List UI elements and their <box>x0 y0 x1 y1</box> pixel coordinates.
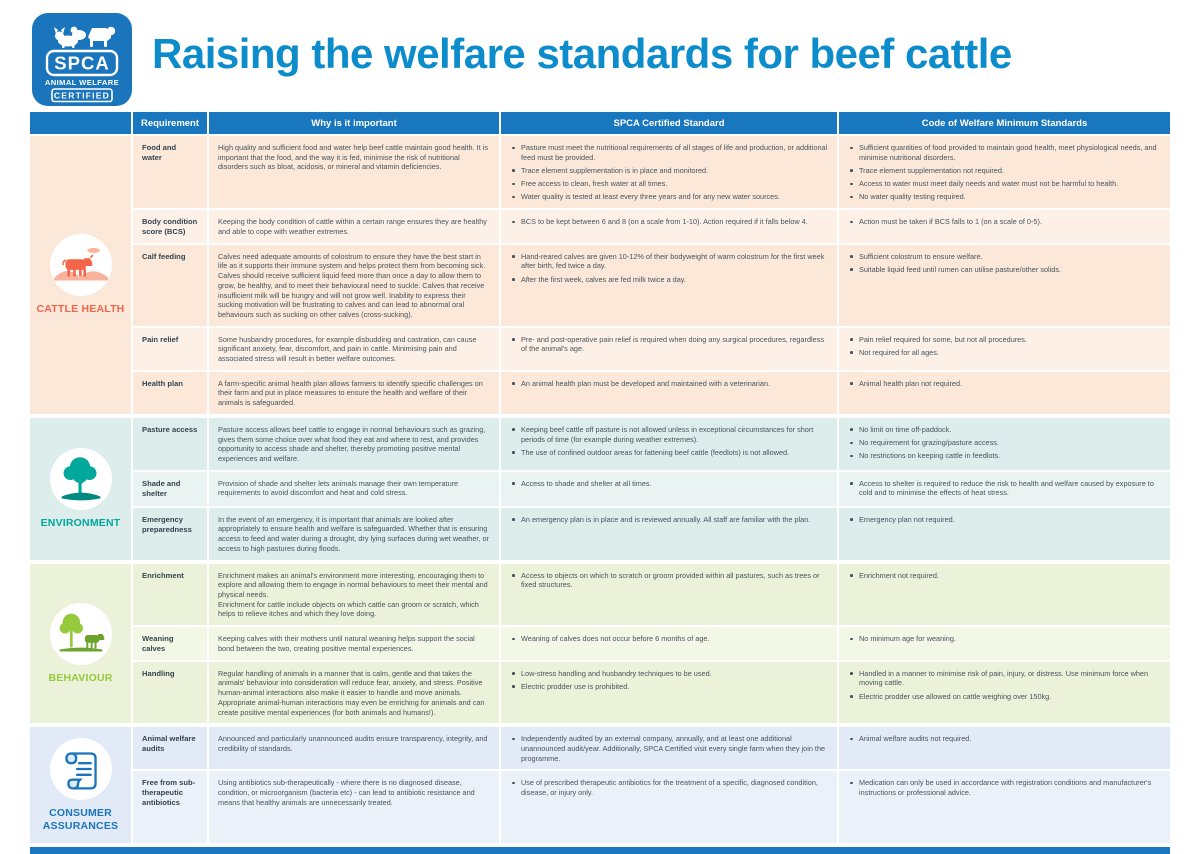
bullet-item: BCS to be kept between 6 and 8 (on a scale from 1-10). Action required if it falls below 4. <box>510 217 828 227</box>
why-important-cell <box>209 210 499 243</box>
requirement-cell: Weaning calves <box>133 627 207 660</box>
footer-bar <box>30 847 1170 854</box>
spca-certified-logo <box>32 13 132 106</box>
why-paragraph: Calves need adequate amounts of colostrum to ensure they have the best start in life as it supports their immune system and helps protect them from becoming sick. Calves should receive sufficient liquid feed more than once a day to allow them to grow, be healthy, and to meet their behavioural need to suckle. Calves that receive insufficient milk will be hungry and will not grow well. Inability to express their sucking motivation will be frustrating to calves and can lead to abnormal oral behaviours such as sucking on other calves (cross-sucking). <box>218 251 486 319</box>
code-of-welfare-cell-list <box>848 479 1161 498</box>
bullet-item: Independently audited by an external company, annually, and at least one additional unannounced audit/year. Additionally, SPCA Certified visit every single farm when they join the programme. <box>510 734 828 763</box>
code-of-welfare-cell-list <box>848 217 1161 227</box>
section-icon-cell <box>30 564 131 724</box>
bullet-item: Weaning of calves does not occur before 6 months of age. <box>510 634 828 644</box>
bullet-item: Sufficient quantities of food provided to maintain good health, meet physiological needs, and minimise nutritional disorders. <box>848 143 1161 162</box>
section-label: CATTLE HEALTH <box>36 303 125 316</box>
spca-standard-cell <box>501 245 837 326</box>
bullet-item: Trace element supplementation not required. <box>848 166 1161 176</box>
code-of-welfare-cell <box>839 472 1170 506</box>
requirement-cell: Calf feeding <box>133 245 207 326</box>
why-important-cell <box>209 627 499 660</box>
code-of-welfare-cell-list <box>848 634 1161 644</box>
spca-standard-cell <box>501 508 837 560</box>
why-paragraph: Announced and particularly unannounced audits ensure transparency, integrity, and credibility of standards. <box>218 734 488 753</box>
spca-standard-cell <box>501 662 837 724</box>
spca-standard-cell <box>501 564 837 626</box>
code-of-welfare-cell-list <box>848 335 1161 358</box>
bullet-item: Electric prodder use is prohibited. <box>510 682 828 692</box>
code-of-welfare-cell-list <box>848 143 1161 202</box>
requirement-cell: Shade and shelter <box>133 472 207 506</box>
spca-standard-cell <box>501 627 837 660</box>
bullet-item: Trace element supplementation is in place and monitored. <box>510 166 828 176</box>
section-consumer-assurances <box>30 727 1170 843</box>
bullet-item: Suitable liquid feed until rumen can utilise pasture/other solids. <box>848 265 1161 275</box>
bullet-item: No limit on time off-paddock. <box>848 425 1161 435</box>
masthead <box>0 0 1200 112</box>
code-of-welfare-cell <box>839 372 1170 414</box>
header-why-important: Why is it important <box>209 112 499 134</box>
why-paragraph: Keeping the body condition of cattle within a certain range ensures they are healthy and able to cope with weather extremes. <box>218 217 487 236</box>
code-of-welfare-cell-list <box>848 379 1161 389</box>
bullet-item: An emergency plan is in place and is reviewed annually. All staff are familiar with the plan. <box>510 515 828 525</box>
header-spacer <box>30 112 131 134</box>
why-paragraph: Provision of shade and shelter lets animals manage their own temperature requirements to avoid discomfort and heat and cold stress. <box>218 478 459 498</box>
why-important-cell <box>209 245 499 326</box>
code-of-welfare-cell <box>839 727 1170 769</box>
standards-table <box>30 112 1170 854</box>
section-label: ENVIRONMENT <box>40 516 121 529</box>
code-of-welfare-cell-list <box>848 571 1161 581</box>
code-of-welfare-cell <box>839 662 1170 724</box>
bullet-item: Animal health plan not required. <box>848 379 1161 389</box>
bullet-item: Pre- and post-operative pain relief is required when doing any surgical procedures, regardless of the animal's age. <box>510 335 828 354</box>
why-paragraph: A farm-specific animal health plan allows farmers to identify specific challenges on their farm and put in place measures to ensure the health and welfare of their animals is safeguarded. <box>218 378 483 408</box>
bullet-item: Not required for all ages. <box>848 348 1161 358</box>
bullet-item: Enrichment not required. <box>848 571 1161 581</box>
code-of-welfare-cell-list <box>848 515 1161 525</box>
why-important-cell <box>209 662 499 724</box>
requirement-cell: Enrichment <box>133 564 207 626</box>
why-important-cell <box>209 136 499 208</box>
code-of-welfare-cell <box>839 627 1170 660</box>
bullet-item: No minimum age for weaning. <box>848 634 1161 644</box>
spca-standard-cell <box>501 727 837 769</box>
bullet-item: No water quality testing required. <box>848 192 1161 202</box>
spca-standard-cell <box>501 136 837 208</box>
code-of-welfare-cell <box>839 328 1170 370</box>
consumer-assurances-icon <box>50 738 112 800</box>
code-of-welfare-cell <box>839 418 1170 470</box>
spca-standard-cell-list <box>510 479 828 489</box>
code-of-welfare-cell-list <box>848 252 1161 275</box>
spca-standard-cell <box>501 472 837 506</box>
code-of-welfare-cell-list <box>848 778 1161 797</box>
bullet-item: The use of confined outdoor areas for fattening beef cattle (feedlots) is not allowed. <box>510 448 828 458</box>
bullet-item: An animal health plan must be developed and maintained with a veterinarian. <box>510 379 828 389</box>
logo-tagline1: ANIMAL WELFARE <box>44 78 120 87</box>
bullet-item: Access to shade and shelter at all times. <box>510 479 828 489</box>
bullet-item: Sufficient colostrum to ensure welfare. <box>848 252 1161 262</box>
bullet-item: Action must be taken if BCS falls to 1 (on a scale of 0-5). <box>848 217 1161 227</box>
spca-standard-cell-list <box>510 252 828 285</box>
why-paragraph: Regular handling of animals in a manner that is calm, gentle and that takes the animals' behaviour into consideration will reduce fear, anxiety, and stress. Positive human-animal interactions also make it easier to handle and move animals. Appropriate animal-human interactions may even be enriching for animals and can create positive mental experiences (for both animals and humans!). <box>218 668 485 717</box>
requirement-cell: Handling <box>133 662 207 724</box>
requirement-cell: Pain relief <box>133 328 207 370</box>
header-spca-standard: SPCA Certified Standard <box>501 112 837 134</box>
section-environment <box>30 418 1170 560</box>
spca-standard-cell-list <box>510 669 828 692</box>
requirement-cell: Animal welfare audits <box>133 727 207 769</box>
spca-standard-cell-list <box>510 778 828 797</box>
code-of-welfare-cell-list <box>848 425 1161 461</box>
bullet-item: Keeping beef cattle off pasture is not allowed unless in exceptional circumstances for short periods of time (for example during weather extremes). <box>510 425 828 444</box>
spca-standard-cell-list <box>510 571 828 590</box>
why-paragraph: Keeping calves with their mothers until natural weaning helps support the social bond between the two, creating positive mental experiences. <box>218 634 475 653</box>
why-important-cell <box>209 771 499 843</box>
bullet-item: Hand-reared calves are given 10-12% of their bodyweight of warm colostrum for the first week after birth, fed twice a day. <box>510 252 828 271</box>
why-important-cell <box>209 418 499 470</box>
cattle-health-icon <box>50 234 112 296</box>
why-paragraph: Pasture access allows beef cattle to engage in normal behaviours such as grazing, gives them some choice over what food they eat and where to rest, and provides opportunity to access shade and shelter, thereby promoting positive mental experiences and welfare. <box>218 424 486 463</box>
page-title: Raising the welfare standards for beef cattle <box>152 30 1012 77</box>
bullet-item: Access to objects on which to scratch or groom provided within all pastures, such as trees or fixed structures. <box>510 571 828 590</box>
bullet-item: Low-stress handling and husbandry techniques to be used. <box>510 669 828 679</box>
requirement-cell: Health plan <box>133 372 207 414</box>
behaviour-icon <box>50 603 112 665</box>
spca-standard-cell-list <box>510 217 828 227</box>
code-of-welfare-cell-list <box>848 734 1161 744</box>
section-label: CONSUMER ASSURANCES <box>42 807 119 832</box>
bullet-item: Emergency plan not required. <box>848 515 1161 525</box>
bullet-item: No restrictions on keeping cattle in feedlots. <box>848 451 1161 461</box>
requirement-cell: Food and water <box>133 136 207 208</box>
code-of-welfare-cell <box>839 210 1170 243</box>
why-important-cell <box>209 508 499 560</box>
why-important-cell <box>209 328 499 370</box>
spca-standard-cell-list <box>510 335 828 354</box>
code-of-welfare-cell <box>839 771 1170 843</box>
bullet-item: Pasture must meet the nutritional requirements of all stages of life and production, or additional feed must be provided. <box>510 143 828 162</box>
spca-standard-cell-list <box>510 634 828 644</box>
why-important-cell <box>209 372 499 414</box>
section-icon-cell <box>30 136 131 414</box>
bullet-item: After the first week, calves are fed milk twice a day. <box>510 275 828 285</box>
why-paragraph: Some husbandry procedures, for example disbudding and castration, can cause significant anxiety, fear, discomfort, and pain in cattle. Minimising pain and associated stress will result in better welfare outcomes. <box>218 334 477 364</box>
spca-standard-cell-list <box>510 379 828 389</box>
section-behaviour <box>30 564 1170 724</box>
table-header-row <box>30 112 1170 134</box>
bullet-item: Medication can only be used in accordance with registration conditions and manufacturer's instructions or professional advice. <box>848 778 1161 797</box>
logo-org: SPCA <box>54 52 110 74</box>
logo-tagline2: CERTIFIED <box>53 90 111 101</box>
environment-icon <box>50 448 112 510</box>
bullet-item: Pain relief required for some, but not all procedures. <box>848 335 1161 345</box>
why-important-cell <box>209 564 499 626</box>
why-paragraph: High quality and sufficient food and water help beef cattle maintain good health. It is important that the food, and the way it is fed, minimise the risk of nutritional disorders such as bloat, acidosis, or mineral and vitamin deficiencies. <box>218 143 489 172</box>
spca-standard-cell <box>501 771 837 843</box>
bullet-item: Animal welfare audits not required. <box>848 734 1161 744</box>
code-of-welfare-cell <box>839 508 1170 560</box>
section-icon-cell <box>30 727 131 843</box>
spca-standard-cell <box>501 418 837 470</box>
bullet-item: No requirement for grazing/pasture access. <box>848 438 1161 448</box>
bullet-item: Water quality is tested at least every three years and for any new water sources. <box>510 192 828 202</box>
header-requirement: Requirement <box>133 112 207 134</box>
bullet-item: Free access to clean, fresh water at all times. <box>510 179 828 189</box>
header-code-of-welfare: Code of Welfare Minimum Standards <box>839 112 1170 134</box>
code-of-welfare-cell <box>839 136 1170 208</box>
requirement-cell: Pasture access <box>133 418 207 470</box>
bullet-item: Access to water must meet daily needs and water must not be harmful to health. <box>848 179 1161 189</box>
bullet-item: Use of prescribed therapeutic antibiotics for the treatment of a specific, diagnosed condition, disease, or injury only. <box>510 778 828 797</box>
bullet-item: Access to shelter is required to reduce the risk to health and welfare caused by exposure to cold and to minimise the effects of heat stress. <box>848 479 1161 498</box>
spca-standard-cell-list <box>510 143 828 202</box>
spca-standard-cell <box>501 372 837 414</box>
bullet-item: Electric prodder use allowed on cattle weighing over 150kg. <box>848 692 1161 702</box>
spca-standard-cell <box>501 210 837 243</box>
code-of-welfare-cell-list <box>848 669 1161 702</box>
code-of-welfare-cell <box>839 245 1170 326</box>
section-label: BEHAVIOUR <box>48 671 113 684</box>
spca-standard-cell-list <box>510 734 828 763</box>
spca-standard-cell <box>501 328 837 370</box>
requirement-cell: Free from sub-therapeutic antibiotics <box>133 771 207 843</box>
why-paragraph: Using antibiotics sub-therapeutically - where there is no diagnosed disease, condition, or microorganism (bacteria etc) - can lead to antibiotic resistance and means that healthy animals are unnecessarily treated. <box>218 778 475 807</box>
bullet-item: Handled in a manner to minimise risk of pain, injury, or distress. Use minimum force when moving cattle. <box>848 669 1161 688</box>
why-paragraph: Enrichment makes an animal's environment more interesting, encouraging them to explore and allowing them to engage in normal behaviours to meet their mental and physical needs. <box>218 570 488 599</box>
section-icon-cell <box>30 418 131 560</box>
section-cattle-health <box>30 136 1170 414</box>
why-important-cell <box>209 727 499 769</box>
requirement-cell: Body condition score (BCS) <box>133 210 207 243</box>
spca-standard-cell-list <box>510 425 828 458</box>
requirement-cell: Emergency preparedness <box>133 508 207 560</box>
why-paragraph: Enrichment for cattle include objects on which cattle can groom or scratch, which helps to relieve itches and which they love doing. <box>218 599 479 619</box>
code-of-welfare-cell <box>839 564 1170 626</box>
why-paragraph: In the event of an emergency, it is important that animals are looked after appropriately to ensure health and welfare is safeguarded. Whether that is ensuring access to feed and water during a drought, dry lying surfaces during wet weather, or access to high pastures during floods. <box>218 514 489 553</box>
why-important-cell <box>209 472 499 506</box>
spca-standard-cell-list <box>510 515 828 525</box>
